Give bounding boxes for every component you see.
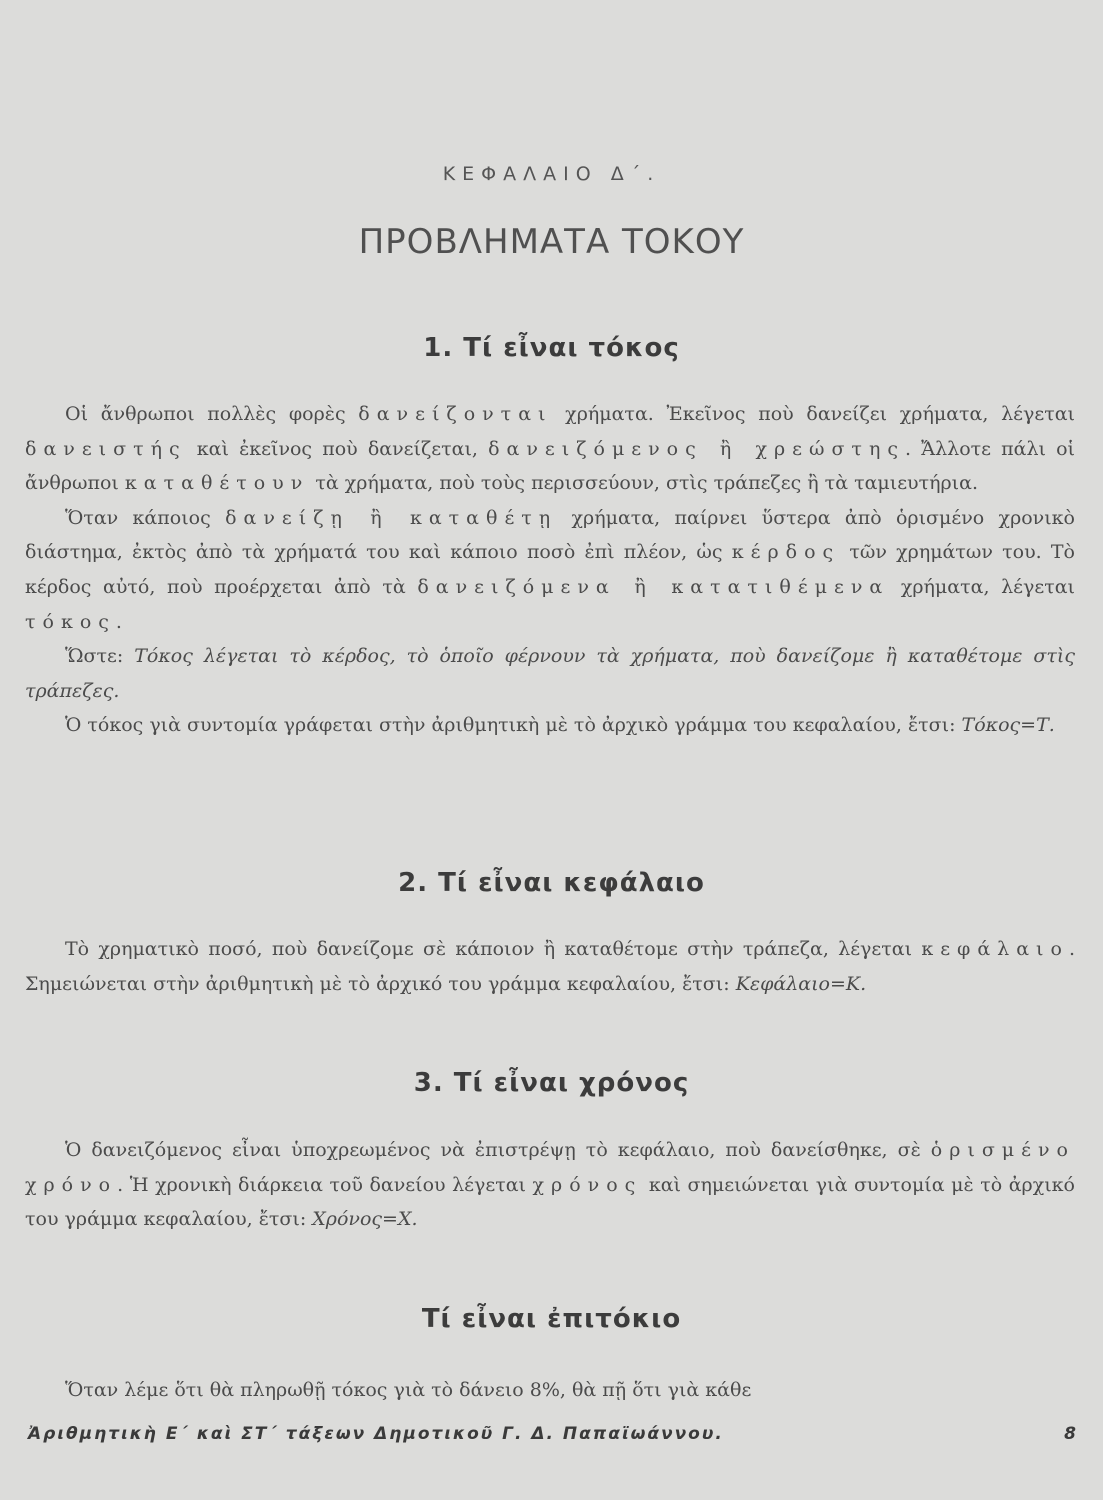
section-heading-capital: 2. Τί εἶναι κεφάλαιο [398,868,705,898]
definition-paragraph: Ὥστε: Τόκος λέγεται τὸ κέρδος, τὸ ὁποῖο φέρνουν τὰ χρήματα, ποὺ δανείζομε ἢ καταθέτομε στὶς τράπεζες. [25,645,1075,702]
paragraph: Ὅταν λέμε ὅτι θὰ πληρωθῇ τόκος γιὰ τὸ δάνειο 8%, θὰ πῇ ὅτι γιὰ κάθε [65,1379,752,1401]
page-footer [28,1424,1078,1444]
section-heading-interest: 1. Τί εἶναι τόκος [423,333,680,363]
chapter-label: ΚΕΦΑΛΑΙΟ Δ΄. [442,163,661,185]
footer-book-title: Ἀριθμητικὴ Ε΄ καὶ ΣΤ΄ τάξεων Δημοτικοῦ Γ. Δ. Παπαϊωάννου. [28,1424,724,1444]
paragraph: Ὅταν κάποιος δανείζῃ ἢ καταθέτῃ χρήματα, παίρνει ὕστερα ἀπὸ ὁρισμένο χρονικὸ διάστημα, ἐκτὸς ἀπὸ τὰ χρήματά του καὶ κάποιο ποσὸ ἐπὶ πλέον, ὡς κέρδος τῶν χρημάτων του. Τὸ κέρδος αὐτό, ποὺ προέρχεται ἀπὸ τὰ δανειζόμενα ἢ κατατιθέμενα χρήματα, λέγεται τόκος. [25,506,1075,633]
page-number: 8 [1064,1424,1078,1444]
paragraph: Τὸ χρηματικὸ ποσό, ποὺ δανείζομε σὲ κάποιον ἢ καταθέτομε στὴν τράπεζα, λέγεται κεφάλαιο. Σημειώνεται στὴν ἀριθμητικὴ μὲ τὸ ἀρχικό του γράμμα κεφαλαίου, ἔτσι: Κεφάλαιο=Κ. [25,938,1075,995]
paragraph: Οἱ ἄνθρωποι πολλὲς φορὲς δανείζονται χρήματα. Ἐκεῖνος ποὺ δανείζει χρήματα, λέγεται δανειστής καὶ ἐκεῖνος ποὺ δανείζεται, δανειζόμενος ἢ χρεώστης. Ἄλλοτε πάλι οἱ ἄνθρωποι καταθέτουν τὰ χρήματα, ποὺ τοὺς περισσεύουν, στὶς τράπεζες ἢ τὰ ταμιευτήρια. [25,403,1075,495]
section-body-interest-rate [25,1373,1075,1408]
section-body-capital [25,932,1075,1001]
chapter-title: ΠΡΟΒΛΗΜΑΤΑ ΤΟΚΟΥ [358,222,745,262]
section-heading-interest-rate: Τί εἶναι ἐπιτόκιο [421,1304,682,1334]
section-body-time [25,1133,1075,1237]
paragraph: Ὁ δανειζόμενος εἶναι ὑποχρεωμένος νὰ ἐπιστρέψῃ τὸ κεφάλαιο, ποὺ δανείσθηκε, σὲ ὁρισμένο χρόνο. Ἡ χρονικὴ διάρκεια τοῦ δανείου λέγεται χρόνος καὶ σημειώνεται γιὰ συντομία μὲ τὸ ἀρχικό του γράμμα κεφαλαίου, ἔτσι: Χρόνος=Χ. [25,1139,1075,1231]
section-body-interest [25,397,1075,743]
paragraph: Ὁ τόκος γιὰ συντομία γράφεται στὴν ἀριθμητικὴ μὲ τὸ ἀρχικὸ γράμμα του κεφαλαίου, ἔτσι: Τόκος=Τ. [65,714,1055,737]
section-heading-time: 3. Τί εἶναι χρόνος [413,1068,690,1098]
